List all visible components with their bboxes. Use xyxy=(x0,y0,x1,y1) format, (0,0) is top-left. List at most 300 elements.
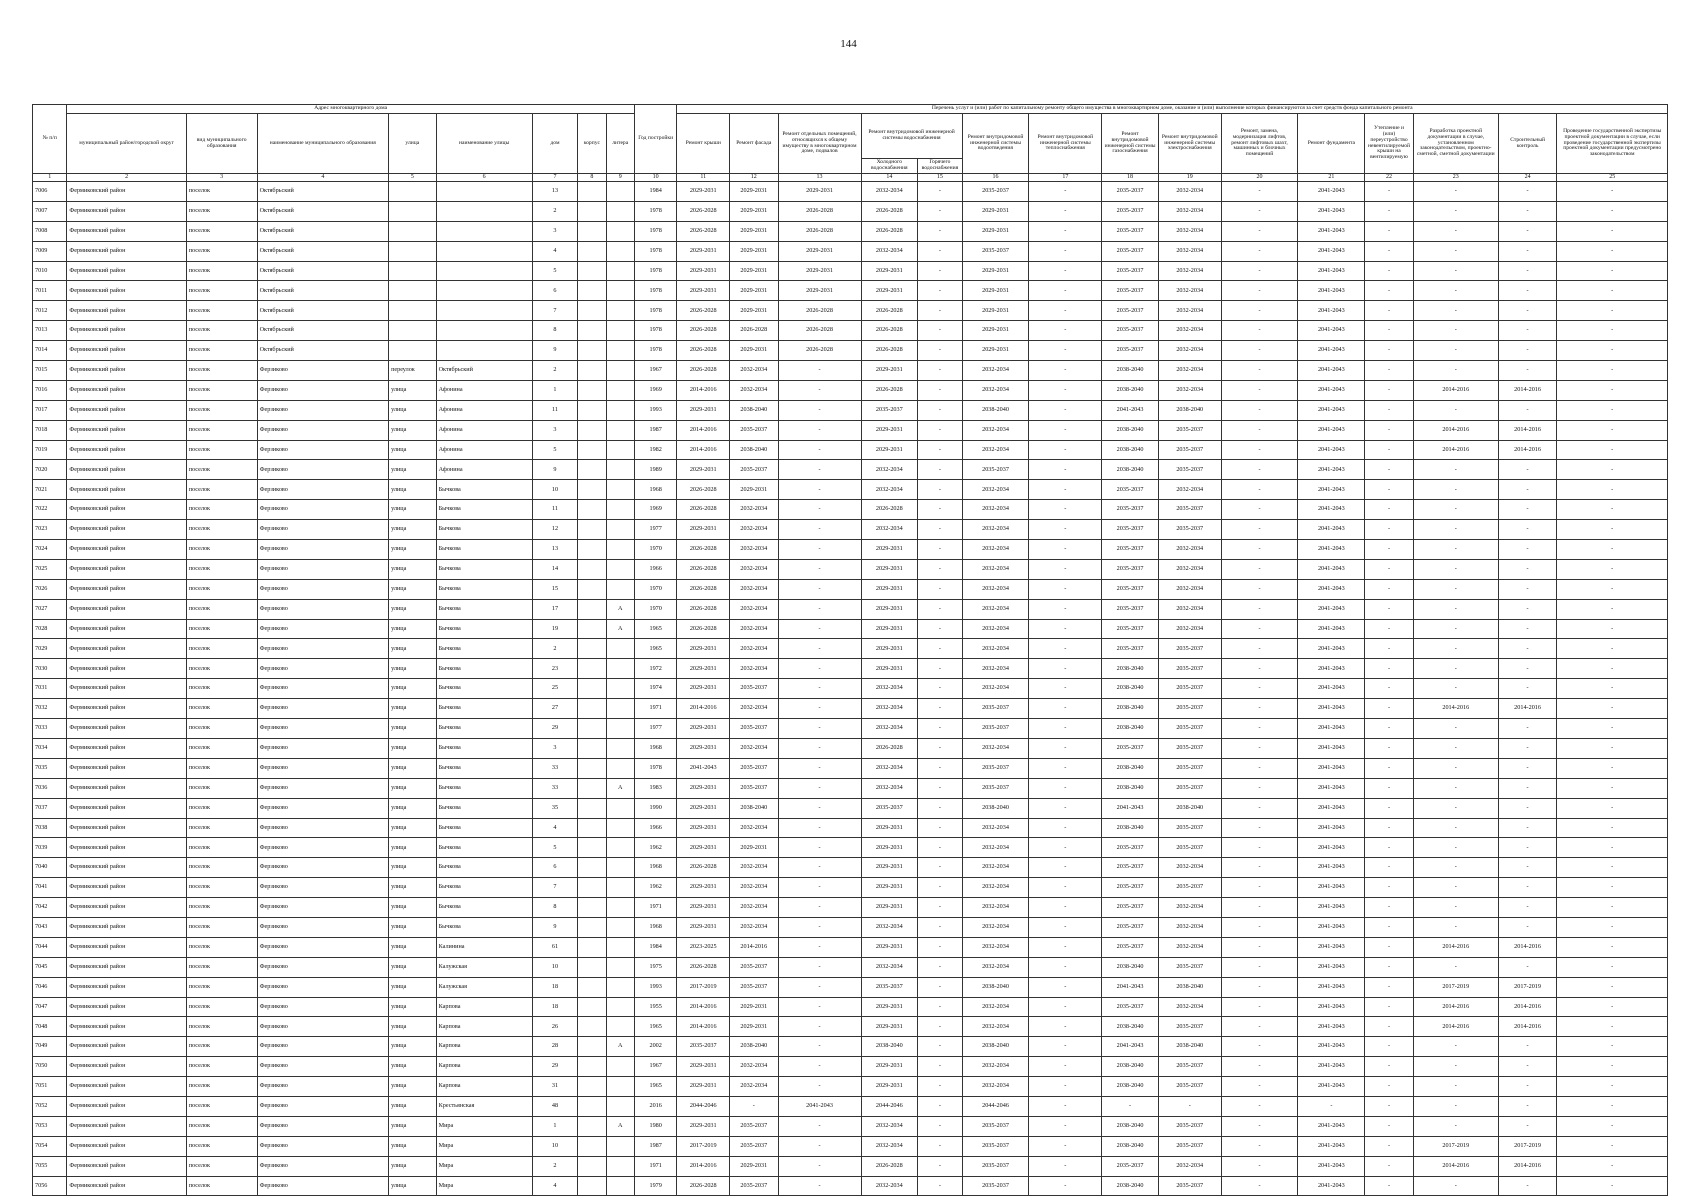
table-cell-col-23: - xyxy=(1413,818,1498,838)
table-cell-col-18: 2035-2037 xyxy=(1102,738,1159,758)
table-row xyxy=(33,1077,1668,1097)
table-cell-col-13: 2026-2028 xyxy=(778,321,861,341)
table-cell-col-24: - xyxy=(1498,1116,1557,1136)
table-cell-col-9 xyxy=(606,559,634,579)
table-cell-col-6: Бычкова xyxy=(436,639,532,659)
table-cell-col-15: - xyxy=(918,957,963,977)
table-cell-col-16: 2032-2034 xyxy=(962,1017,1029,1037)
table-cell-col-10: 1967 xyxy=(634,1057,676,1077)
table-cell-col-5: улица xyxy=(389,977,437,997)
table-cell-col-12: 2029-2031 xyxy=(730,838,779,858)
table-cell-col-11: 2017-2019 xyxy=(677,1136,730,1156)
table-cell-col-10: 1966 xyxy=(634,818,676,838)
table-cell-col-11: 2041-2043 xyxy=(677,758,730,778)
table-cell-col-10: 1966 xyxy=(634,559,676,579)
table-cell-col-3: поселок xyxy=(186,361,257,381)
table-cell-col-5: улица xyxy=(389,520,437,540)
table-cell-col-22: - xyxy=(1365,420,1414,440)
table-cell-col-25: - xyxy=(1557,619,1668,639)
table-cell-col-8 xyxy=(578,1096,606,1116)
table-cell-col-4: Ферзиково xyxy=(257,997,389,1017)
table-cell-col-6: Бычкова xyxy=(436,758,532,778)
table-cell-col-9 xyxy=(606,301,634,321)
table-cell-col-9 xyxy=(606,719,634,739)
table-cell-col-13: 2026-2028 xyxy=(778,301,861,321)
table-cell-col-19: 2032-2034 xyxy=(1158,540,1221,560)
table-cell-col-16: 2032-2034 xyxy=(962,599,1029,619)
table-cell-col-23: - xyxy=(1413,1077,1498,1097)
table-cell-col-11: 2029-2031 xyxy=(677,838,730,858)
table-cell-col-2: Фермиковский район xyxy=(67,977,186,997)
table-cell-col-12: 2029-2031 xyxy=(730,241,779,261)
table-cell-col-22: - xyxy=(1365,380,1414,400)
table-cell-col-11: 2026-2028 xyxy=(677,301,730,321)
table-cell-col-14: 2029-2031 xyxy=(861,858,918,878)
table-cell-col-24: - xyxy=(1498,201,1557,221)
table-cell-col-19: 2032-2034 xyxy=(1158,201,1221,221)
table-cell-col-25: - xyxy=(1557,937,1668,957)
table-cell-col-11: 2029-2031 xyxy=(677,182,730,202)
table-cell-col-1: 7025 xyxy=(33,559,67,579)
column-number: 3 xyxy=(186,174,257,182)
table-cell-col-14: 2029-2031 xyxy=(861,559,918,579)
table-cell-col-17: - xyxy=(1029,878,1102,898)
table-cell-col-22: - xyxy=(1365,957,1414,977)
table-cell-col-10: 1982 xyxy=(634,440,676,460)
table-cell-col-3: поселок xyxy=(186,281,257,301)
table-cell-col-24: - xyxy=(1498,738,1557,758)
column-number: 16 xyxy=(962,174,1029,182)
table-cell-col-2: Фермиковский район xyxy=(67,1077,186,1097)
table-cell-col-1: 7015 xyxy=(33,361,67,381)
table-cell-col-24: 2014-2016 xyxy=(1498,1017,1557,1037)
table-cell-col-15: - xyxy=(918,540,963,560)
table-cell-col-4: Ферзиково xyxy=(257,540,389,560)
table-cell-col-15: - xyxy=(918,1037,963,1057)
column-number: 18 xyxy=(1102,174,1159,182)
table-cell-col-9 xyxy=(606,858,634,878)
table-cell-col-17: - xyxy=(1029,738,1102,758)
table-row xyxy=(33,420,1668,440)
table-cell-col-22: - xyxy=(1365,878,1414,898)
table-cell-col-16: 2032-2034 xyxy=(962,878,1029,898)
table-cell-col-23: - xyxy=(1413,838,1498,858)
table-cell-col-2: Фермиковский район xyxy=(67,738,186,758)
table-cell-col-20: - xyxy=(1221,937,1298,957)
table-cell-col-17: - xyxy=(1029,937,1102,957)
table-cell-col-7: 3 xyxy=(532,420,578,440)
table-cell-col-4: Ферзиково xyxy=(257,520,389,540)
table-cell-col-15: - xyxy=(918,898,963,918)
table-cell-col-21: 2041-2043 xyxy=(1298,301,1365,321)
table-cell-col-7: 35 xyxy=(532,798,578,818)
table-cell-col-5: улица xyxy=(389,1077,437,1097)
table-cell-col-2: Фермиковский район xyxy=(67,420,186,440)
table-cell-col-8 xyxy=(578,878,606,898)
table-cell-col-17: - xyxy=(1029,1176,1102,1196)
table-cell-col-20: - xyxy=(1221,1096,1298,1116)
table-cell-col-22: - xyxy=(1365,241,1414,261)
table-cell-col-7: 48 xyxy=(532,1096,578,1116)
table-cell-col-8 xyxy=(578,361,606,381)
table-cell-col-19: 2032-2034 xyxy=(1158,241,1221,261)
table-cell-col-2: Фермиковский район xyxy=(67,341,186,361)
table-row xyxy=(33,1116,1668,1136)
table-cell-col-25: - xyxy=(1557,201,1668,221)
table-cell-col-8 xyxy=(578,957,606,977)
table-cell-col-3: поселок xyxy=(186,420,257,440)
table-cell-col-10: 1977 xyxy=(634,719,676,739)
table-cell-col-9 xyxy=(606,997,634,1017)
table-cell-col-13: - xyxy=(778,957,861,977)
table-cell-col-13: - xyxy=(778,1176,861,1196)
table-cell-col-3: поселок xyxy=(186,440,257,460)
table-row xyxy=(33,957,1668,977)
table-cell-col-7: 10 xyxy=(532,480,578,500)
col-header-22: Утепление и (или) переустройство невентилируемой крыши на вентилируемую xyxy=(1365,114,1414,174)
table-cell-col-6: Бычкова xyxy=(436,738,532,758)
table-cell-col-11: 2026-2028 xyxy=(677,341,730,361)
col-header-3: вид муниципального образования xyxy=(186,114,257,174)
table-cell-col-8 xyxy=(578,520,606,540)
table-cell-col-15: - xyxy=(918,1176,963,1196)
table-cell-col-14: 2029-2031 xyxy=(861,361,918,381)
table-cell-col-12: 2038-2040 xyxy=(730,400,779,420)
table-cell-col-20: - xyxy=(1221,917,1298,937)
table-cell-col-17: - xyxy=(1029,341,1102,361)
table-cell-col-13: - xyxy=(778,778,861,798)
table-cell-col-20: - xyxy=(1221,321,1298,341)
table-cell-col-20: - xyxy=(1221,420,1298,440)
table-row xyxy=(33,1156,1668,1176)
table-cell-col-12: 2029-2031 xyxy=(730,261,779,281)
table-cell-col-11: 2026-2028 xyxy=(677,201,730,221)
table-cell-col-20: - xyxy=(1221,500,1298,520)
table-cell-col-20: - xyxy=(1221,798,1298,818)
table-cell-col-25: - xyxy=(1557,321,1668,341)
table-cell-col-2: Фермиковский район xyxy=(67,778,186,798)
table-cell-col-12: 2032-2034 xyxy=(730,520,779,540)
table-cell-col-2: Фермиковский район xyxy=(67,500,186,520)
table-cell-col-1: 7041 xyxy=(33,878,67,898)
table-cell-col-6: Бычкова xyxy=(436,659,532,679)
table-cell-col-1: 7031 xyxy=(33,679,67,699)
table-cell-col-12: 2032-2034 xyxy=(730,659,779,679)
table-cell-col-4: Ферзиково xyxy=(257,1057,389,1077)
table-cell-col-21: 2041-2043 xyxy=(1298,520,1365,540)
table-cell-col-17: - xyxy=(1029,659,1102,679)
table-cell-col-16: 2032-2034 xyxy=(962,1077,1029,1097)
page-number: 144 xyxy=(840,38,857,50)
table-cell-col-22: - xyxy=(1365,937,1414,957)
table-cell-col-7: 23 xyxy=(532,659,578,679)
table-cell-col-5: улица xyxy=(389,937,437,957)
table-cell-col-19: 2035-2037 xyxy=(1158,440,1221,460)
table-cell-col-21: 2041-2043 xyxy=(1298,878,1365,898)
table-row xyxy=(33,241,1668,261)
table-cell-col-24: - xyxy=(1498,878,1557,898)
table-cell-col-25: - xyxy=(1557,778,1668,798)
table-cell-col-14: 2029-2031 xyxy=(861,281,918,301)
table-cell-col-23: - xyxy=(1413,738,1498,758)
col-header-14: Холодного водоснабжения xyxy=(861,159,918,174)
table-cell-col-12: 2029-2031 xyxy=(730,997,779,1017)
table-cell-col-24: - xyxy=(1498,1057,1557,1077)
table-cell-col-7: 5 xyxy=(532,440,578,460)
table-cell-col-15: - xyxy=(918,619,963,639)
table-cell-col-6: Бычкова xyxy=(436,699,532,719)
table-cell-col-25: - xyxy=(1557,301,1668,321)
table-cell-col-14: 2029-2031 xyxy=(861,599,918,619)
table-cell-col-13: - xyxy=(778,520,861,540)
table-cell-col-17: - xyxy=(1029,380,1102,400)
table-cell-col-16: 2029-2031 xyxy=(962,221,1029,241)
table-cell-col-7: 6 xyxy=(532,281,578,301)
table-cell-col-14: 2044-2046 xyxy=(861,1096,918,1116)
table-cell-col-2: Фермиковский район xyxy=(67,599,186,619)
table-cell-col-14: 2029-2031 xyxy=(861,937,918,957)
table-cell-col-8 xyxy=(578,997,606,1017)
table-cell-col-22: - xyxy=(1365,798,1414,818)
table-cell-col-10: 1968 xyxy=(634,917,676,937)
table-cell-col-9 xyxy=(606,321,634,341)
table-cell-col-16: 2038-2040 xyxy=(962,798,1029,818)
table-cell-col-24: 2014-2016 xyxy=(1498,420,1557,440)
table-cell-col-18: 2035-2037 xyxy=(1102,878,1159,898)
table-cell-col-23: - xyxy=(1413,301,1498,321)
table-cell-col-2: Фермиковский район xyxy=(67,699,186,719)
table-cell-col-19: 2038-2040 xyxy=(1158,977,1221,997)
table-cell-col-10: 1984 xyxy=(634,182,676,202)
table-cell-col-21: 2041-2043 xyxy=(1298,639,1365,659)
table-cell-col-2: Фермиковский район xyxy=(67,182,186,202)
table-row xyxy=(33,341,1668,361)
table-cell-col-24: - xyxy=(1498,599,1557,619)
table-cell-col-4: Ферзиково xyxy=(257,858,389,878)
table-row xyxy=(33,540,1668,560)
table-cell-col-1: 7054 xyxy=(33,1136,67,1156)
table-cell-col-11: 2029-2031 xyxy=(677,778,730,798)
table-cell-col-20: - xyxy=(1221,261,1298,281)
table-cell-col-24: - xyxy=(1498,500,1557,520)
table-cell-col-15: - xyxy=(918,599,963,619)
col-header-16: Ремонт внутридомовой инженерной системы водоотведения xyxy=(962,114,1029,174)
table-cell-col-24: - xyxy=(1498,758,1557,778)
table-cell-col-3: поселок xyxy=(186,898,257,918)
table-cell-col-23: - xyxy=(1413,898,1498,918)
table-cell-col-7: 7 xyxy=(532,301,578,321)
table-cell-col-9 xyxy=(606,758,634,778)
table-cell-col-23: 2017-2019 xyxy=(1413,1136,1498,1156)
table-cell-col-20: - xyxy=(1221,380,1298,400)
column-number-row xyxy=(33,174,1668,182)
table-cell-col-12: 2014-2016 xyxy=(730,937,779,957)
table-cell-col-22: - xyxy=(1365,699,1414,719)
table-cell-col-1: 7019 xyxy=(33,440,67,460)
table-cell-col-18: 2035-2037 xyxy=(1102,341,1159,361)
table-cell-col-15: - xyxy=(918,520,963,540)
table-cell-col-17: - xyxy=(1029,520,1102,540)
table-cell-col-25: - xyxy=(1557,182,1668,202)
table-cell-col-21: 2041-2043 xyxy=(1298,619,1365,639)
table-cell-col-17: - xyxy=(1029,977,1102,997)
table-cell-col-1: 7035 xyxy=(33,758,67,778)
table-cell-col-1: 7040 xyxy=(33,858,67,878)
table-cell-col-18: 2038-2040 xyxy=(1102,361,1159,381)
table-cell-col-16: 2032-2034 xyxy=(962,1057,1029,1077)
table-cell-col-19: 2035-2037 xyxy=(1158,738,1221,758)
table-cell-col-12: 2038-2040 xyxy=(730,1037,779,1057)
table-cell-col-8 xyxy=(578,858,606,878)
table-cell-col-8 xyxy=(578,937,606,957)
table-row xyxy=(33,500,1668,520)
table-cell-col-11: 2014-2016 xyxy=(677,420,730,440)
table-cell-col-6: Бычкова xyxy=(436,798,532,818)
table-cell-col-7: 28 xyxy=(532,1037,578,1057)
table-cell-col-2: Фермиковский район xyxy=(67,281,186,301)
table-cell-col-16: 2032-2034 xyxy=(962,619,1029,639)
table-cell-col-21: 2041-2043 xyxy=(1298,957,1365,977)
table-cell-col-24: - xyxy=(1498,182,1557,202)
table-cell-col-15: - xyxy=(918,977,963,997)
table-cell-col-3: поселок xyxy=(186,619,257,639)
table-cell-col-22: - xyxy=(1365,659,1414,679)
table-cell-col-16: 2032-2034 xyxy=(962,659,1029,679)
table-header xyxy=(33,105,1668,182)
table-cell-col-1: 7020 xyxy=(33,460,67,480)
table-cell-col-3: поселок xyxy=(186,1116,257,1136)
table-cell-col-10: 1987 xyxy=(634,420,676,440)
table-cell-col-15: - xyxy=(918,699,963,719)
table-row xyxy=(33,937,1668,957)
table-cell-col-7: 12 xyxy=(532,520,578,540)
table-cell-col-18: 2035-2037 xyxy=(1102,480,1159,500)
table-cell-col-9 xyxy=(606,838,634,858)
table-cell-col-20: - xyxy=(1221,480,1298,500)
table-cell-col-11: 2029-2031 xyxy=(677,261,730,281)
table-cell-col-6: Афонина xyxy=(436,460,532,480)
table-cell-col-7: 10 xyxy=(532,957,578,977)
table-cell-col-1: 7056 xyxy=(33,1176,67,1196)
table-cell-col-23: - xyxy=(1413,679,1498,699)
table-cell-col-23: 2014-2016 xyxy=(1413,440,1498,460)
table-cell-col-5: улица xyxy=(389,679,437,699)
table-cell-col-17: - xyxy=(1029,1017,1102,1037)
table-cell-col-22: - xyxy=(1365,221,1414,241)
table-cell-col-13: - xyxy=(778,818,861,838)
table-cell-col-6 xyxy=(436,241,532,261)
table-cell-col-3: поселок xyxy=(186,480,257,500)
table-cell-col-13: - xyxy=(778,480,861,500)
table-cell-col-5: улица xyxy=(389,619,437,639)
table-cell-col-19: 2032-2034 xyxy=(1158,261,1221,281)
table-cell-col-18: 2035-2037 xyxy=(1102,599,1159,619)
table-cell-col-4: Ферзиково xyxy=(257,639,389,659)
table-cell-col-14: 2032-2034 xyxy=(861,1116,918,1136)
table-cell-col-25: - xyxy=(1557,221,1668,241)
table-cell-col-13: - xyxy=(778,758,861,778)
table-cell-col-8 xyxy=(578,898,606,918)
table-cell-col-3: поселок xyxy=(186,957,257,977)
table-cell-col-4: Ферзиково xyxy=(257,1156,389,1176)
table-cell-col-3: поселок xyxy=(186,917,257,937)
table-cell-col-16: 2038-2040 xyxy=(962,977,1029,997)
table-cell-col-19: 2032-2034 xyxy=(1158,599,1221,619)
table-cell-col-25: - xyxy=(1557,520,1668,540)
table-cell-col-24: - xyxy=(1498,321,1557,341)
table-cell-col-10: 1968 xyxy=(634,858,676,878)
table-cell-col-11: 2026-2028 xyxy=(677,480,730,500)
table-cell-col-15: - xyxy=(918,341,963,361)
table-cell-col-3: поселок xyxy=(186,579,257,599)
table-cell-col-2: Фермиковский район xyxy=(67,937,186,957)
table-cell-col-19: 2032-2034 xyxy=(1158,898,1221,918)
table-cell-col-5: улица xyxy=(389,917,437,937)
table-cell-col-15: - xyxy=(918,281,963,301)
table-cell-col-16: 2032-2034 xyxy=(962,738,1029,758)
table-cell-col-25: - xyxy=(1557,659,1668,679)
table-cell-col-6: Калужская xyxy=(436,957,532,977)
table-cell-col-15: - xyxy=(918,937,963,957)
table-cell-col-4: Ферзиково xyxy=(257,937,389,957)
table-cell-col-5: улица xyxy=(389,639,437,659)
table-cell-col-22: - xyxy=(1365,917,1414,937)
table-cell-col-16: 2035-2037 xyxy=(962,1116,1029,1136)
table-cell-col-17: - xyxy=(1029,719,1102,739)
table-cell-col-10: 1965 xyxy=(634,619,676,639)
table-cell-col-14: 2032-2034 xyxy=(861,679,918,699)
table-cell-col-16: 2032-2034 xyxy=(962,957,1029,977)
table-cell-col-16: 2035-2037 xyxy=(962,182,1029,202)
table-cell-col-3: поселок xyxy=(186,241,257,261)
table-cell-col-12: 2032-2034 xyxy=(730,858,779,878)
table-cell-col-24: - xyxy=(1498,898,1557,918)
table-cell-col-7: 2 xyxy=(532,1156,578,1176)
table-cell-col-22: - xyxy=(1365,261,1414,281)
table-cell-col-20: - xyxy=(1221,361,1298,381)
table-cell-col-6 xyxy=(436,182,532,202)
table-cell-col-9 xyxy=(606,201,634,221)
table-cell-col-3: поселок xyxy=(186,679,257,699)
table-cell-col-6: Мира xyxy=(436,1156,532,1176)
table-cell-col-22: - xyxy=(1365,1156,1414,1176)
table-cell-col-12: 2029-2031 xyxy=(730,341,779,361)
table-cell-col-4: Ферзиково xyxy=(257,917,389,937)
table-cell-col-15: - xyxy=(918,201,963,221)
table-cell-col-16: 2035-2037 xyxy=(962,1176,1029,1196)
table-cell-col-12: 2032-2034 xyxy=(730,1057,779,1077)
table-cell-col-9 xyxy=(606,341,634,361)
table-cell-col-17: - xyxy=(1029,201,1102,221)
table-cell-col-5: улица xyxy=(389,838,437,858)
table-row xyxy=(33,699,1668,719)
table-cell-col-1: 7009 xyxy=(33,241,67,261)
table-cell-col-5: улица xyxy=(389,1057,437,1077)
table-cell-col-12: 2029-2031 xyxy=(730,221,779,241)
table-cell-col-13: 2041-2043 xyxy=(778,1096,861,1116)
table-cell-col-3: поселок xyxy=(186,341,257,361)
table-cell-col-23: - xyxy=(1413,659,1498,679)
table-cell-col-15: - xyxy=(918,798,963,818)
table-cell-col-24: - xyxy=(1498,540,1557,560)
table-cell-col-22: - xyxy=(1365,997,1414,1017)
table-cell-col-12: 2032-2034 xyxy=(730,818,779,838)
table-cell-col-20: - xyxy=(1221,599,1298,619)
table-cell-col-25: - xyxy=(1557,1077,1668,1097)
table-cell-col-10: 1971 xyxy=(634,898,676,918)
table-cell-col-17: - xyxy=(1029,818,1102,838)
table-cell-col-16: 2032-2034 xyxy=(962,639,1029,659)
